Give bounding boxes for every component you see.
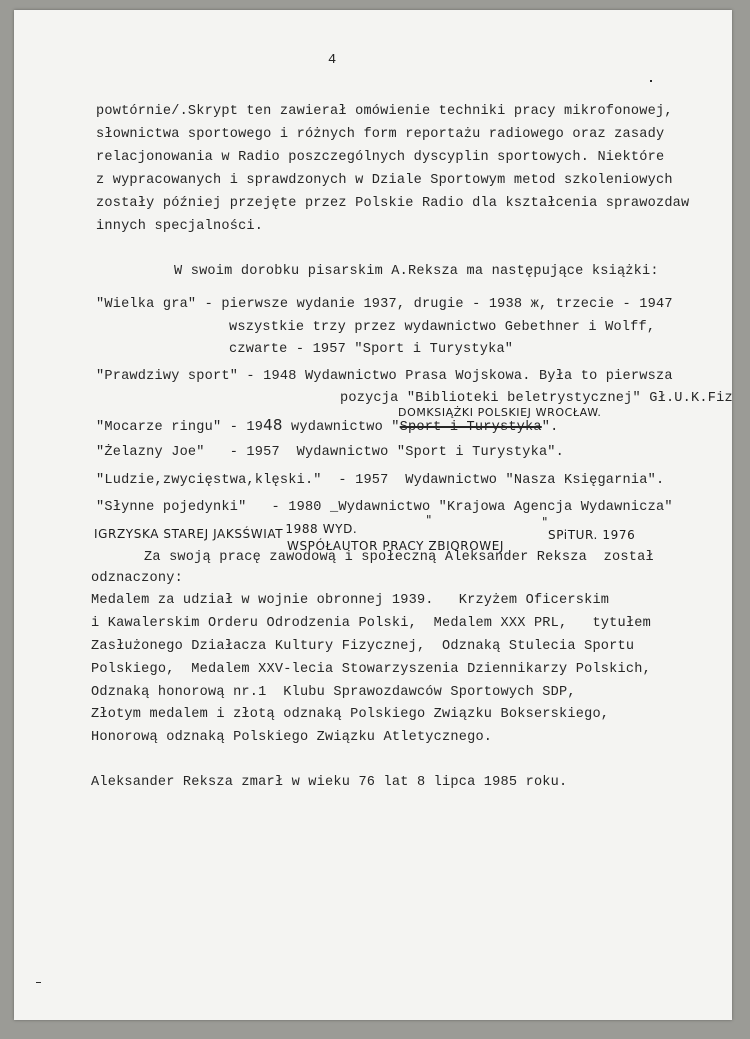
paragraph1-line: powtórnie/.Skrypt ten zawierał omówienie techniki pracy mikrofonowej, (96, 104, 673, 119)
book-editions-end: , trzecie - 1947 (538, 297, 673, 312)
handwritten-mark: ж (530, 297, 539, 312)
paragraph1-line: relacjonowania w Radio poszczególnych dyscyplin sportowych. Niektóre (96, 150, 665, 165)
award-line: Złotym medalem i złotą odznaką Polskiego Związku Bokserskiego, (91, 707, 610, 722)
awards-intro: Za swoją pracę zawodową i społeczną Aleksander Reksza został (144, 550, 654, 565)
publisher-label: wydawnictwo " (282, 420, 400, 435)
awards-intro-end: odznaczony: (91, 571, 183, 586)
page-number: 4 (328, 53, 337, 68)
award-line: Odznaką honorową nr.1 Klubu Sprawozdawców Sportowych SDP, (91, 685, 576, 700)
books-intro: W swoim dorobku pisarskim A.Reksza ma następujące książki: (174, 264, 659, 279)
paragraph1-line: zostały później przejęte przez Polskie Radio dla kształcenia sprawozdaw (96, 196, 690, 211)
death-note: Aleksander Reksza zmarł w wieku 76 lat 8 lipca 1985 roku. (91, 775, 568, 790)
ink-mark (36, 982, 41, 983)
book-zelazny-joe: "Żelazny Joe" - 1957 Wydawnictwo "Sport i Turystyka". (96, 445, 565, 460)
document-page (14, 10, 732, 1020)
ink-dot (650, 80, 652, 82)
handwritten-book-year: - 1988 WYD. (276, 522, 358, 536)
award-line: i Kawalerskim Orderu Odrodzenia Polski, Medalem XXX PRL, tytułem (91, 616, 651, 631)
award-line: Medalem za udział w wojnie obronnej 1939. Krzyżem Oficerskim (91, 593, 610, 608)
struck-publisher: Sport i Turystyka (399, 420, 542, 435)
award-line: Zasłużonego Działacza Kultury Fizycznej, Odznaką Stulecia Sportu (91, 639, 635, 654)
handwritten-book-title: IGRZYSKA STAREJ JAKSŚWIAT (94, 527, 284, 541)
handwritten-publisher-correction: DOMKSIĄŻKI POLSKIEJ WROCŁAW. (398, 406, 602, 419)
publisher-end: ". (541, 420, 559, 435)
paragraph1-line: słownictwa sportowego i różnych form reportażu radiowego oraz zasady (96, 127, 665, 142)
handwritten-ditto: " (542, 515, 549, 529)
book-editions: - pierwsze wydanie 1937, drugie - 1938 (204, 297, 531, 312)
handwritten-coauthor: WSPÓŁAUTOR PRACY ZBIOROWEJ (287, 539, 505, 553)
book-title: "Mocarze ringu" - 19 (96, 420, 264, 435)
paragraph1-line: z wypracowanych i sprawdzonych w Dziale Sportowym metod szkoleniowych (96, 173, 673, 188)
book-ludzie: "Ludzie,zwycięstwa,klęski." - 1957 Wydawnictwo "Nasza Księgarnia". (96, 473, 665, 488)
book-title: "Wielka gra" (96, 297, 197, 312)
handwritten-ditto: " (426, 513, 433, 527)
award-line: Polskiego, Medalem XXV-lecia Stowarzyszenia Dziennikarzy Polskich, (91, 662, 651, 677)
handwritten-year: 48 (263, 416, 283, 434)
book-mocarze-ringu (96, 417, 558, 436)
book-slynne-pojedynki: "Słynne pojedynki" - 1980 _Wydawnictwo "Krajowa Agencja Wydawnicza" (96, 500, 673, 515)
book-prawdziwy-sport-line2: pozycja "Biblioteki beletrystycznej" Gł.U.K.Fiz (340, 391, 733, 406)
paragraph1-line: innych specjalności. (96, 219, 264, 234)
book-prawdziwy-sport-line1: "Prawdziwy sport" - 1948 Wydawnictwo Prasa Wojskowa. Była to pierwsza (96, 369, 673, 384)
book-wielka-gra-line3: czwarte - 1957 "Sport i Turystyka" (229, 342, 514, 357)
award-line: Honorową odznaką Polskiego Związku Atletycznego. (91, 730, 493, 745)
book-wielka-gra-line1 (96, 297, 673, 313)
handwritten-publisher: SPiTUR. 1976 (548, 528, 636, 542)
book-wielka-gra-line2: wszystkie trzy przez wydawnictwo Gebethner i Wolff, (229, 320, 656, 335)
